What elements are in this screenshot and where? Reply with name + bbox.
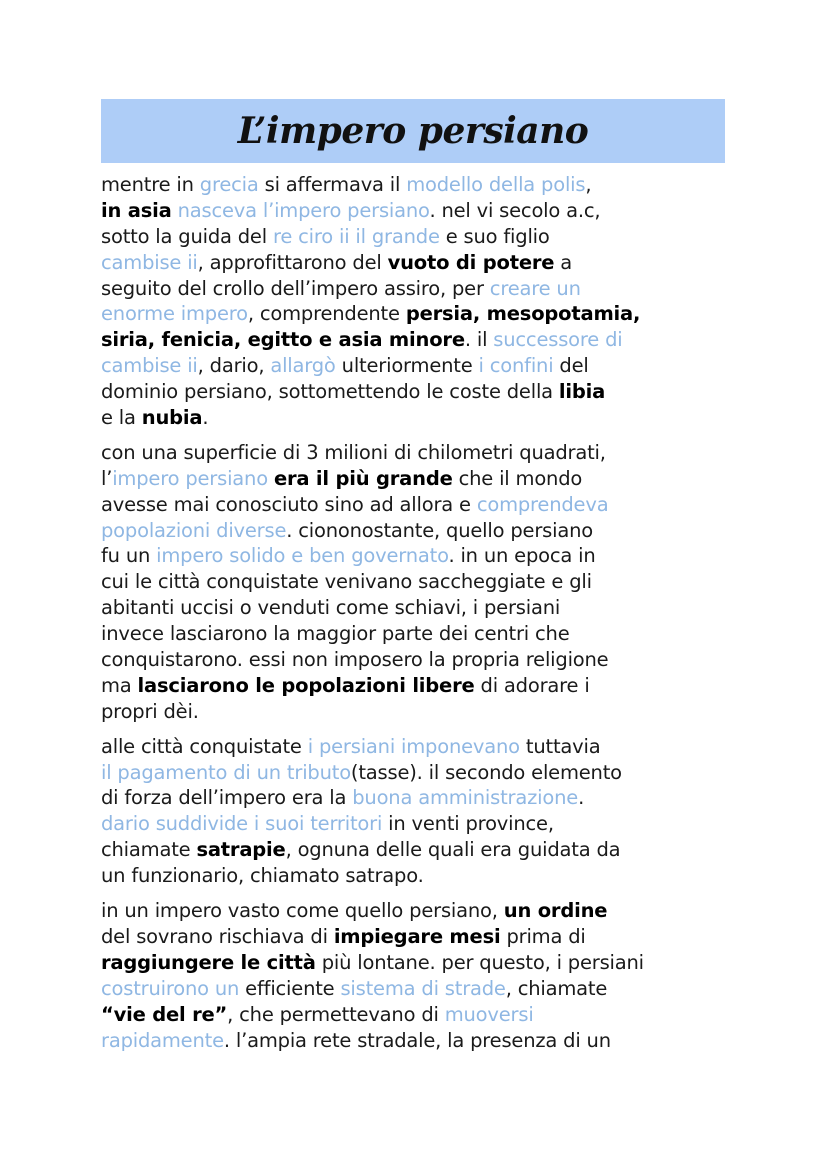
paragraph bbox=[101, 440, 741, 725]
page-title: L’impero persiano bbox=[237, 110, 589, 152]
highlighted-text: cambise ii bbox=[101, 354, 198, 378]
text-run: di adorare i bbox=[474, 673, 590, 697]
text-run: ulteriormente bbox=[335, 354, 479, 378]
text-line bbox=[101, 837, 741, 863]
highlighted-text: i confini bbox=[478, 354, 554, 378]
text-line bbox=[101, 440, 741, 466]
text-run: chiamate bbox=[101, 838, 197, 862]
paragraph bbox=[101, 898, 741, 1053]
highlighted-text: cambise ii bbox=[101, 250, 198, 274]
text-line bbox=[101, 198, 741, 224]
highlighted-text: il pagamento di un tributo bbox=[101, 760, 351, 784]
text-run: (tasse). il secondo elemento bbox=[350, 760, 622, 784]
bold-text: raggiungere le città bbox=[101, 950, 316, 974]
bold-text: siria, fenicia, egitto e asia minore bbox=[101, 328, 465, 352]
text-run: . bbox=[202, 406, 209, 430]
text-line bbox=[101, 699, 741, 725]
text-run: efficiente bbox=[239, 976, 341, 1000]
text-run: avesse mai conosciuto sino ad allora e bbox=[101, 492, 477, 516]
text-line bbox=[101, 379, 741, 405]
text-line bbox=[101, 898, 741, 924]
bold-text: vuoto di potere bbox=[387, 250, 555, 274]
text-line bbox=[101, 172, 741, 198]
title-banner bbox=[101, 99, 725, 163]
bold-text: nubia bbox=[141, 406, 203, 430]
text-line bbox=[101, 595, 741, 621]
text-line bbox=[101, 327, 741, 353]
text-line bbox=[101, 976, 741, 1002]
text-line bbox=[101, 276, 741, 302]
paragraph bbox=[101, 172, 741, 431]
text-line bbox=[101, 621, 741, 647]
text-run: seguito del crollo dell’impero assiro, per bbox=[101, 276, 490, 300]
text-run: tuttavia bbox=[519, 734, 601, 758]
highlighted-text: creare un bbox=[489, 276, 581, 300]
bold-text: impiegare mesi bbox=[333, 924, 501, 948]
highlighted-text: sistema di strade bbox=[340, 976, 506, 1000]
bold-text: persia, mesopotamia, bbox=[405, 302, 641, 326]
text-line bbox=[101, 224, 741, 250]
text-run: a bbox=[554, 250, 573, 274]
text-run: conquistarono. essi non imposero la propria religione bbox=[101, 648, 609, 672]
text-line bbox=[101, 673, 741, 699]
text-run: . il bbox=[464, 328, 494, 352]
text-run: si affermava il bbox=[258, 173, 407, 196]
text-run: del sovrano rischiava di bbox=[101, 924, 334, 948]
text-line bbox=[101, 924, 741, 950]
text-run: propri dèi. bbox=[101, 699, 199, 723]
bold-text: era il più grande bbox=[273, 466, 453, 490]
highlighted-text: impero solido e ben governato bbox=[156, 544, 449, 568]
highlighted-text: costruirono un bbox=[101, 976, 240, 1000]
highlighted-text: popolazioni diverse bbox=[101, 518, 287, 542]
text-run: che il mondo bbox=[452, 466, 583, 490]
text-run: fu un bbox=[101, 544, 157, 568]
text-run: abitanti uccisi o venduti come schiavi, i persiani bbox=[101, 596, 561, 620]
text-run: , che permettevano di bbox=[227, 1002, 445, 1026]
text-line bbox=[101, 1028, 741, 1054]
text-line bbox=[101, 734, 741, 760]
text-line bbox=[101, 569, 741, 595]
document-body bbox=[101, 172, 741, 1062]
text-line bbox=[101, 250, 741, 276]
text-run: di forza dell’impero era la bbox=[101, 786, 353, 810]
highlighted-text: modello della polis bbox=[406, 173, 586, 196]
text-run: dominio persiano, sottomettendo le coste della bbox=[101, 380, 559, 404]
highlighted-text: enorme impero bbox=[101, 302, 248, 326]
highlighted-text: rapidamente bbox=[101, 1028, 224, 1052]
text-run: . l’ampia rete stradale, la presenza di un bbox=[223, 1028, 611, 1052]
text-run: più lontane. per questo, i persiani bbox=[315, 950, 644, 974]
text-line bbox=[101, 1002, 741, 1028]
text-run: , chiamate bbox=[505, 976, 608, 1000]
highlighted-text: comprendeva bbox=[476, 492, 609, 516]
text-run: l’ bbox=[101, 466, 113, 490]
bold-text: un ordine bbox=[503, 899, 608, 923]
text-run: , comprendente bbox=[247, 302, 406, 326]
text-line bbox=[101, 785, 741, 811]
text-run: un funzionario, chiamato satrapo. bbox=[101, 864, 424, 888]
text-run: e la bbox=[101, 406, 142, 430]
text-line bbox=[101, 353, 741, 379]
text-run: alle città conquistate bbox=[101, 734, 308, 758]
text-line bbox=[101, 647, 741, 673]
text-line bbox=[101, 518, 741, 544]
bold-text: lasciarono le popolazioni libere bbox=[137, 673, 475, 697]
text-run: con una superficie di 3 milioni di chilometri quadrati, bbox=[101, 440, 606, 464]
text-line bbox=[101, 466, 741, 492]
bold-text: satrapie bbox=[196, 838, 286, 862]
highlighted-text: muoversi bbox=[444, 1002, 534, 1026]
text-run: ma bbox=[101, 673, 138, 697]
text-run: invece lasciarono la maggior parte dei centri che bbox=[101, 622, 570, 646]
paragraph bbox=[101, 734, 741, 889]
highlighted-text: buona amministrazione bbox=[352, 786, 579, 810]
highlighted-text: allargò bbox=[270, 354, 336, 378]
text-run: e suo figlio bbox=[439, 224, 550, 248]
text-run: cui le città conquistate venivano saccheggiate e gli bbox=[101, 570, 592, 594]
text-run: . in un epoca in bbox=[448, 544, 596, 568]
text-line bbox=[101, 950, 741, 976]
text-line bbox=[101, 492, 741, 518]
text-run: , bbox=[585, 173, 592, 196]
text-run: mentre in bbox=[101, 173, 200, 196]
highlighted-text: re ciro ii il grande bbox=[272, 224, 440, 248]
text-run: in venti province, bbox=[382, 812, 554, 836]
text-run: , dario, bbox=[197, 354, 271, 378]
highlighted-text: dario suddivide i suoi territori bbox=[101, 812, 383, 836]
bold-text: “vie del re” bbox=[101, 1002, 228, 1026]
text-line bbox=[101, 543, 741, 569]
highlighted-text: successore di bbox=[493, 328, 623, 352]
bold-text: libia bbox=[558, 380, 606, 404]
text-run: in un impero vasto come quello persiano, bbox=[101, 899, 504, 923]
text-line bbox=[101, 405, 741, 431]
text-run: sotto la guida del bbox=[101, 224, 273, 248]
text-run: prima di bbox=[500, 924, 586, 948]
text-run: , ognuna delle quali era guidata da bbox=[285, 838, 621, 862]
text-run: del bbox=[553, 354, 589, 378]
highlighted-text: impero persiano bbox=[112, 466, 268, 490]
highlighted-text: grecia bbox=[199, 173, 259, 196]
text-run: . nel vi secolo a.c, bbox=[429, 198, 601, 222]
text-line bbox=[101, 863, 741, 889]
bold-text: in asia bbox=[101, 198, 172, 222]
highlighted-text: i persiani imponevano bbox=[307, 734, 520, 758]
text-run: , approfittarono del bbox=[197, 250, 388, 274]
text-run: . bbox=[578, 786, 585, 810]
text-line bbox=[101, 760, 741, 786]
text-line bbox=[101, 301, 741, 327]
text-line bbox=[101, 811, 741, 837]
highlighted-text: nasceva l’impero persiano bbox=[177, 198, 430, 222]
text-run: . ciononostante, quello persiano bbox=[286, 518, 593, 542]
